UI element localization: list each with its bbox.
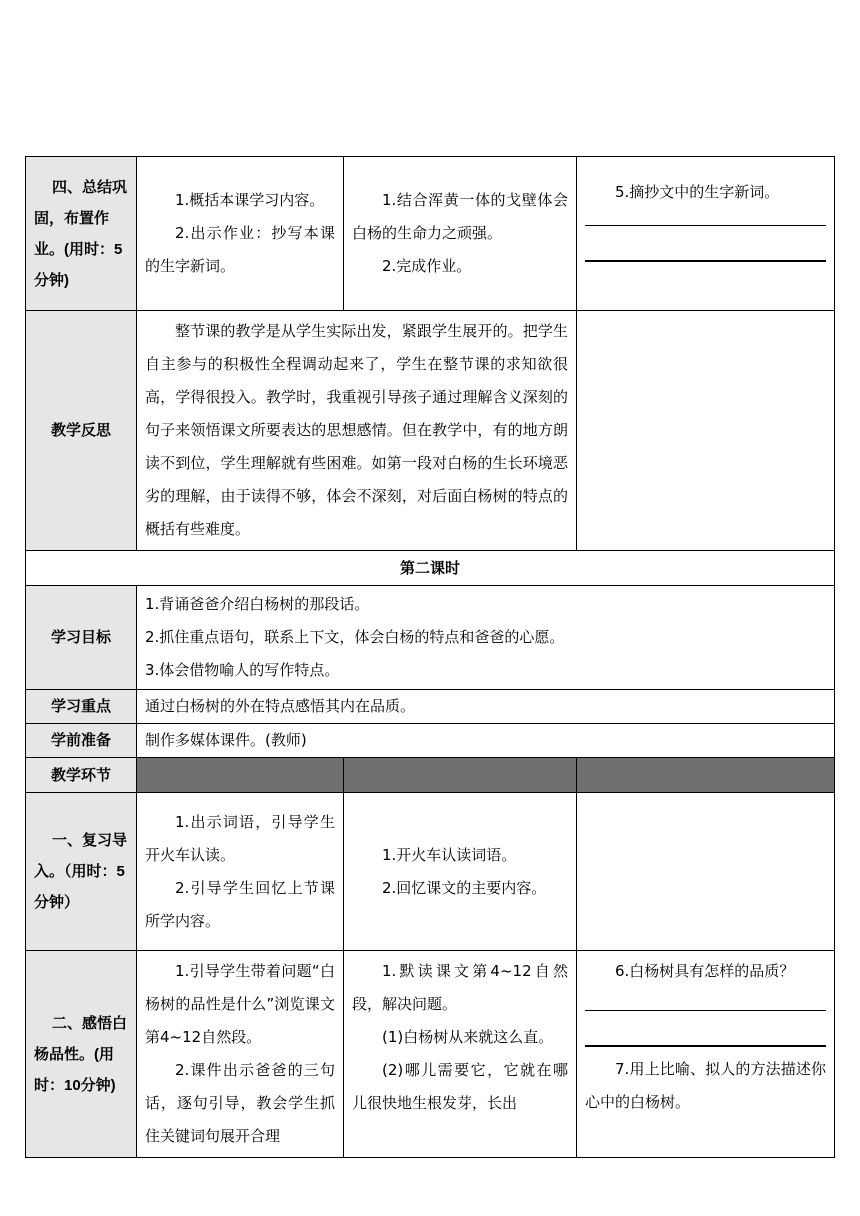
review-teacher-line-1: 1.出示词语，引导学生开火车认读。 xyxy=(145,812,335,864)
goals-cell xyxy=(137,586,835,690)
stage-header-student xyxy=(344,758,577,793)
quality-exercise-line-2: 7.用上比喻、拟人的方法描述你心中的白杨树。 xyxy=(585,1060,826,1111)
focus-cell xyxy=(137,690,835,724)
quality-student-line-3: (2)哪儿需要它，它就在哪儿很快地生根发芽，长出 xyxy=(352,1061,568,1112)
goals-label: 学习目标 xyxy=(26,586,137,690)
summary-exercise-cell xyxy=(577,157,835,311)
stage-label: 教学环节 xyxy=(26,758,137,793)
summary-student-cell xyxy=(344,157,577,311)
lesson-plan-table xyxy=(25,156,835,1158)
quality-exercise-cell xyxy=(577,951,835,1158)
section-title: 第二课时 xyxy=(26,551,835,586)
summary-teacher-line-1: 1.概括本课学习内容。 xyxy=(175,191,325,209)
review-student-line-1: 1.开火车认读词语。 xyxy=(382,845,517,864)
summary-row xyxy=(26,157,835,311)
goal-item-3: 3.体会借物喻人的写作特点。 xyxy=(145,661,340,679)
reflection-row xyxy=(26,311,835,551)
goal-item-2: 2.抓住重点语句，联系上下文，体会白杨的特点和爸爸的心愿。 xyxy=(145,628,565,646)
review-label: 一、复习导入。（用时：5分钟） xyxy=(26,793,137,951)
stage-header-teacher xyxy=(137,758,344,793)
summary-student-line-2: 2.完成作业。 xyxy=(382,257,472,275)
focus-text: 通过白杨树的外在特点感悟其内在品质。 xyxy=(145,697,416,715)
prep-label: 学前准备 xyxy=(26,724,137,758)
focus-row xyxy=(26,690,835,724)
focus-label: 学习重点 xyxy=(26,690,137,724)
section-row xyxy=(26,551,835,586)
review-teacher-line-2: 2.引导学生回忆上节课所学内容。 xyxy=(145,878,335,930)
answer-blank-3[interactable] xyxy=(585,996,826,1011)
quality-teacher-line-2: 2.课件出示爸爸的三句话，逐句引导，教会学生抓住关键词句展开合理 xyxy=(145,1061,335,1145)
quality-student-cell xyxy=(344,951,577,1158)
quality-student-line-1: 1.默读课文第4~12自然段，解决问题。 xyxy=(352,962,568,1013)
stage-header-exercise xyxy=(577,758,835,793)
answer-blank-4[interactable] xyxy=(585,1031,826,1047)
quality-teacher-line-1: 1.引导学生带着问题“白杨树的品性是什么”浏览课文第4~12自然段。 xyxy=(145,962,335,1046)
answer-blank-2[interactable] xyxy=(585,246,826,262)
summary-teacher-line-2: 2.出示作业：抄写本课的生字新词。 xyxy=(145,224,335,275)
stage-header-row xyxy=(26,758,835,793)
quality-row xyxy=(26,951,835,1158)
goal-item-1: 1.背诵爸爸介绍白杨树的那段话。 xyxy=(145,595,370,613)
quality-teacher-cell xyxy=(137,951,344,1158)
review-student-line-2: 2.回忆课文的主要内容。 xyxy=(382,878,547,897)
review-student-cell xyxy=(344,793,577,951)
quality-label: 二、感悟白杨品性。(用时：10分钟) xyxy=(26,951,137,1158)
quality-student-line-2: (1)白杨树从来就这么直。 xyxy=(382,1028,554,1046)
summary-student-line-1: 1.结合浑黄一体的戈壁体会白杨的生命力之顽强。 xyxy=(352,191,568,242)
quality-exercise-line-1: 6.白杨树具有怎样的品质？ xyxy=(615,962,795,980)
summary-exercise-line-1: 5.摘抄文中的生字新词。 xyxy=(615,183,780,201)
review-teacher-cell xyxy=(137,793,344,951)
reflection-empty-cell xyxy=(577,311,835,551)
prep-row xyxy=(26,724,835,758)
reflection-label: 教学反思 xyxy=(26,311,137,551)
reflection-text: 整节课的教学是从学生实际出发，紧跟学生展开的。把学生自主参与的积极性全程调动起来了，学生在整节课的求知欲很高，学得很投入。教学时，我重视引导孩子通过理解含义深刻的句子来领悟课文所要表达的思想感情。但在教学中，有的地方朗读不到位，学生理解就有些困难。如第一段对白杨的生长环境恶劣的理解，由于读得不够，体会不深刻，对后面白杨树的特点的概括有些难度。 xyxy=(145,322,568,538)
prep-cell xyxy=(137,724,835,758)
summary-teacher-cell xyxy=(137,157,344,311)
goals-row xyxy=(26,586,835,690)
answer-blank-1[interactable] xyxy=(585,211,826,226)
review-exercise-cell xyxy=(577,793,835,951)
prep-text: 制作多媒体课件。(教师) xyxy=(145,731,307,749)
summary-label: 四、总结巩固，布置作业。(用时：5分钟) xyxy=(26,157,137,311)
review-row xyxy=(26,793,835,951)
reflection-text-cell xyxy=(137,311,577,551)
